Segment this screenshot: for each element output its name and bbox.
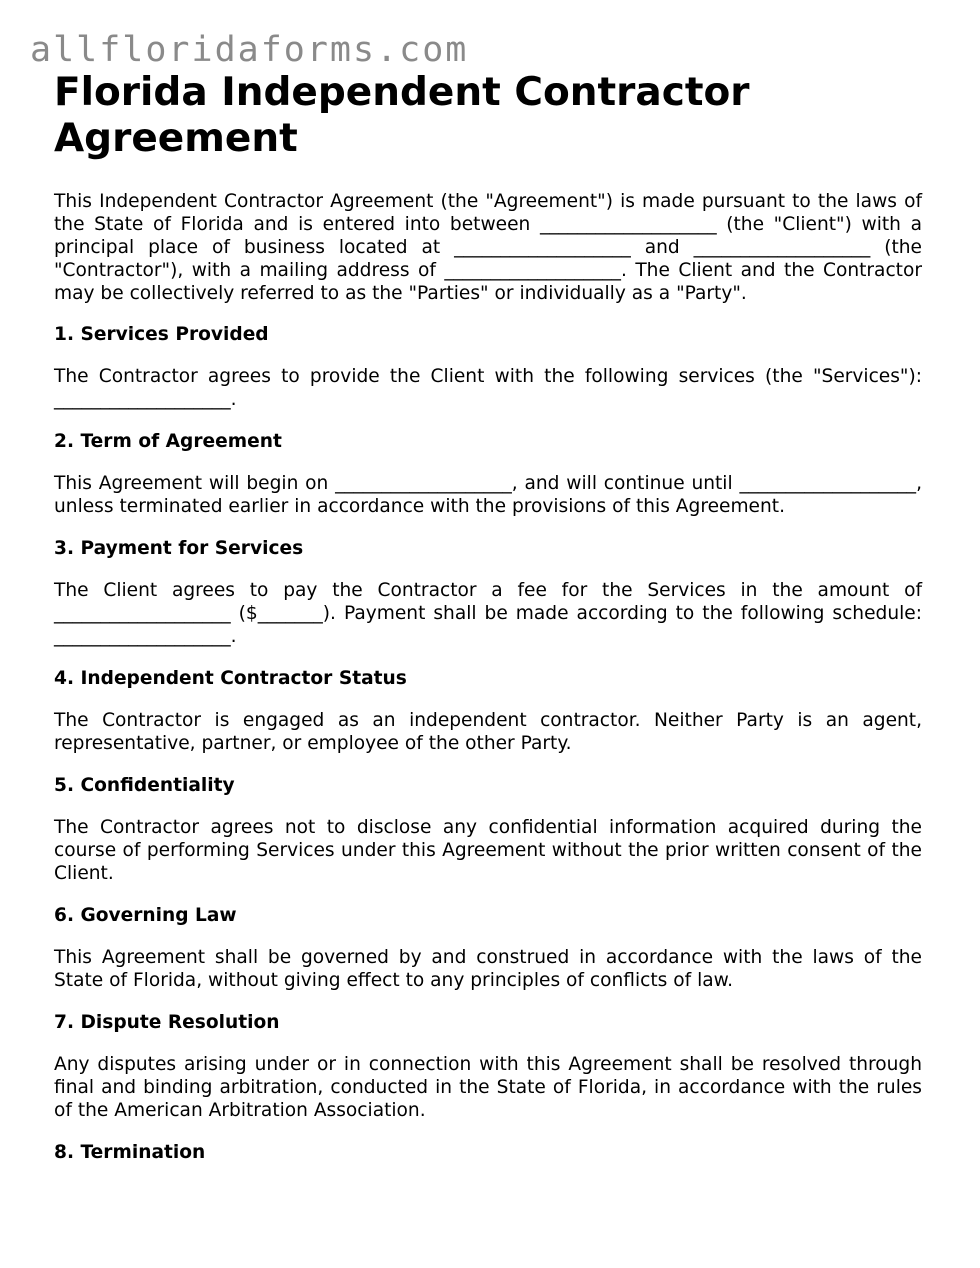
section-services-provided bbox=[54, 323, 922, 411]
section-body: The Contractor is engaged as an independent contractor. Neither Party is an agent, representative, partner, or employee of the other Party. bbox=[54, 710, 922, 754]
section-body: This Agreement will begin on ___________________, and will continue until ___________________, unless terminated earlier in accordance with the provisions of this Agreement. bbox=[54, 473, 922, 517]
document-page bbox=[54, 70, 922, 1183]
section-heading: 6. Governing Law bbox=[54, 905, 237, 926]
section-body: This Agreement shall be governed by and construed in accordance with the laws of the State of Florida, without giving effect to any principles of conflicts of law. bbox=[54, 947, 922, 991]
section-heading: 1. Services Provided bbox=[54, 324, 269, 345]
section-term-of-agreement bbox=[54, 430, 922, 518]
section-heading: 7. Dispute Resolution bbox=[54, 1012, 280, 1033]
site-watermark: allfloridaforms.com bbox=[30, 30, 469, 70]
section-heading: 5. Confidentiality bbox=[54, 775, 235, 796]
section-body: The Client agrees to pay the Contractor a fee for the Services in the amount of ___________________ ($_______). Payment shall be made according to the following schedule: ___________________. bbox=[54, 580, 922, 647]
section-heading: 4. Independent Contractor Status bbox=[54, 668, 407, 689]
section-heading: 3. Payment for Services bbox=[54, 538, 304, 559]
document-title: Florida Independent Contractor Agreement bbox=[54, 70, 750, 161]
section-governing-law bbox=[54, 904, 922, 992]
section-confidentiality bbox=[54, 774, 922, 885]
section-body: The Contractor agrees not to disclose any confidential information acquired during the course of performing Services under this Agreement without the prior written consent of the Client. bbox=[54, 817, 922, 884]
section-termination bbox=[54, 1141, 922, 1164]
section-dispute-resolution bbox=[54, 1011, 922, 1122]
section-body: The Contractor agrees to provide the Client with the following services (the "Services"): ___________________. bbox=[54, 366, 922, 410]
section-heading: 8. Termination bbox=[54, 1142, 206, 1163]
section-independent-contractor-status bbox=[54, 667, 922, 755]
section-heading: 2. Term of Agreement bbox=[54, 431, 282, 452]
intro-paragraph: This Independent Contractor Agreement (the "Agreement") is made pursuant to the laws of the State of Florida and is entered into between ___________________ (the "Client") with a principal place of business located at ___________________ and ___________________ (the "Contractor"), with a mailing address of ___________________. The Client and the Contractor may be collectively referred to as the "Parties" or individually as a "Party". bbox=[54, 191, 922, 304]
section-body: Any disputes arising under or in connection with this Agreement shall be resolved through final and binding arbitration, conducted in the State of Florida, in accordance with the rules of the American Arbitration Association. bbox=[54, 1054, 922, 1121]
section-payment-for-services bbox=[54, 537, 922, 648]
